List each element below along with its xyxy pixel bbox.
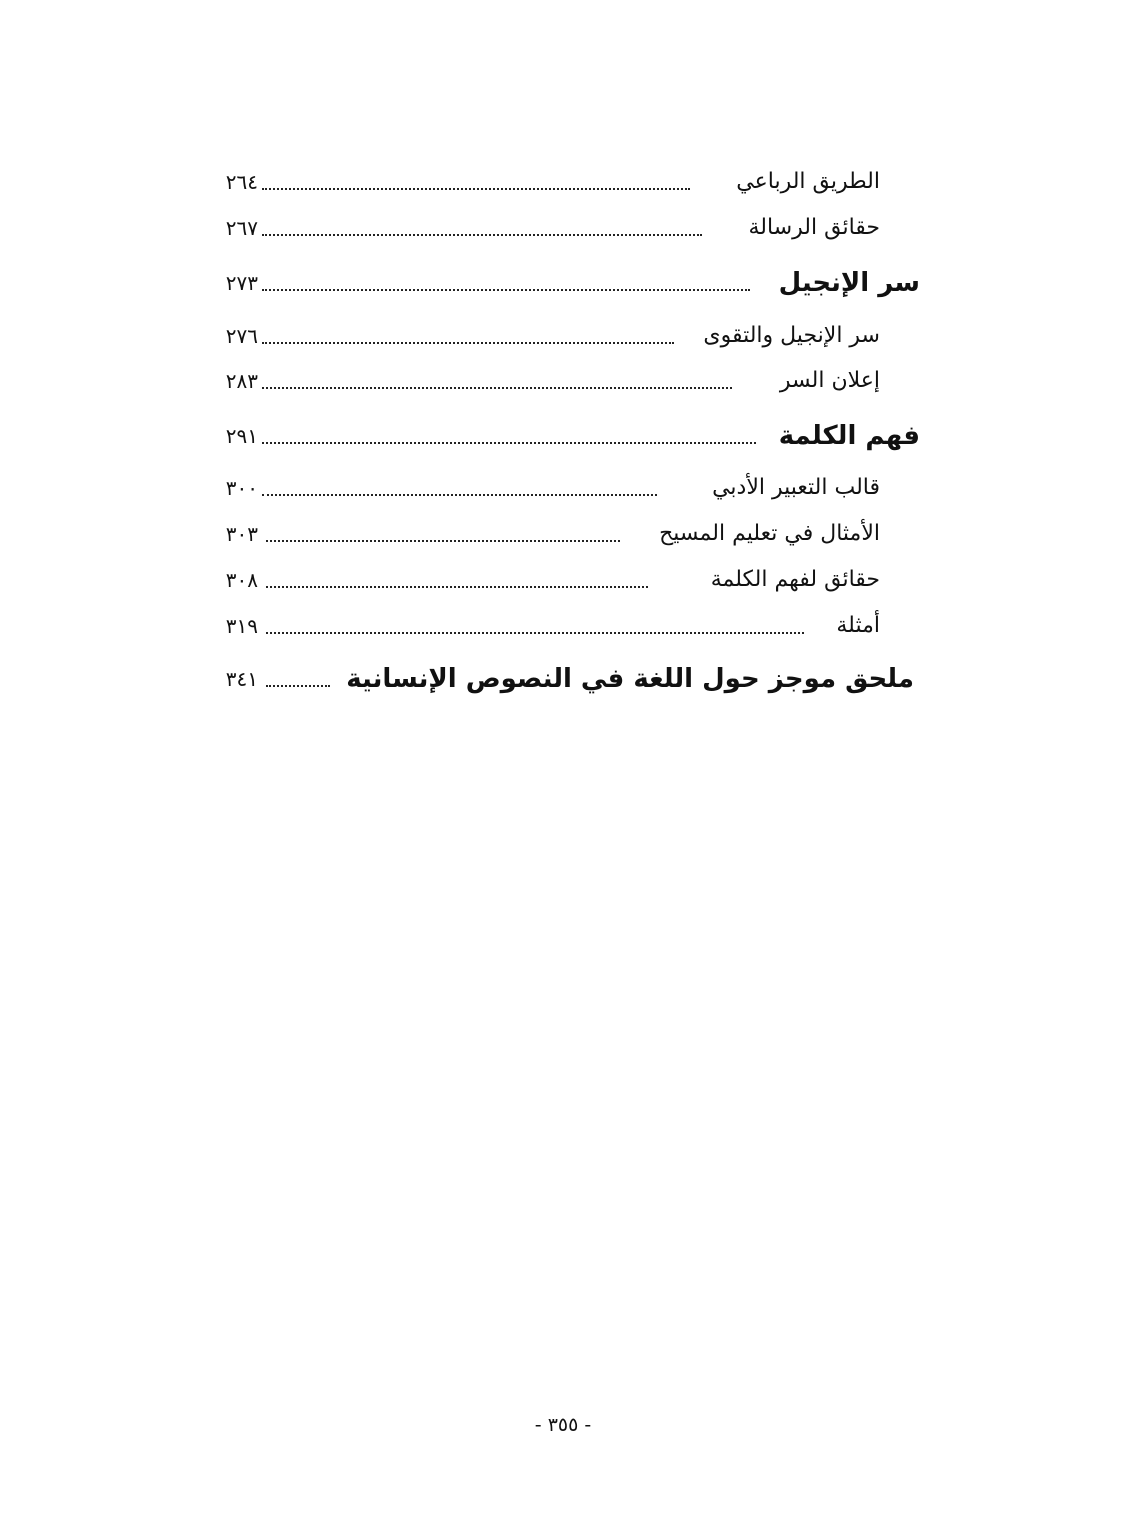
toc-entry-title: قالب التعبير الأدبي	[712, 475, 880, 500]
dot-leader	[262, 342, 674, 344]
toc-entry-page: ٢٧٦	[225, 324, 258, 348]
dot-leader	[266, 540, 620, 542]
toc-entry-page: ٢٦٤	[225, 170, 258, 194]
dot-leader	[262, 289, 750, 291]
toc-entry-page: ٢٦٧	[225, 216, 258, 240]
dot-leader	[262, 387, 732, 389]
toc-entry	[0, 159, 1126, 205]
toc-entry-page: ٣١٩	[225, 614, 258, 638]
toc-entry-page: ٣٤١	[225, 667, 258, 691]
toc-chapter	[0, 656, 1126, 702]
toc-entry	[0, 313, 1126, 359]
toc-entry-title: أمثلة	[836, 613, 880, 638]
toc-chapter-title: فهم الكلمة	[778, 421, 920, 451]
toc-entry-title: حقائق لفهم الكلمة	[710, 567, 880, 592]
toc-entry-page: ٢٨٣	[225, 369, 258, 393]
toc-chapter-title: سر الإنجيل	[778, 268, 920, 298]
toc-entry-title: إعلان السر	[779, 368, 880, 393]
dot-leader	[262, 442, 756, 444]
toc-entry-title: الأمثال في تعليم المسيح	[659, 521, 880, 546]
toc-entry	[0, 557, 1126, 603]
page-number: - ٣٥٥ -	[534, 1414, 592, 1436]
toc-entry	[0, 511, 1126, 557]
dot-leader	[266, 586, 648, 588]
toc-entry	[0, 358, 1126, 404]
toc-entry-title: الطريق الرباعي	[736, 169, 880, 194]
toc-chapter-title: ملحق موجز حول اللغة في النصوص الإنسانية	[346, 664, 914, 694]
dot-leader	[262, 494, 657, 496]
dot-leader	[266, 685, 330, 687]
dot-leader	[266, 632, 804, 634]
toc-entry-page: ٢٧٣	[225, 271, 258, 295]
toc-entry-title: سر الإنجيل والتقوى	[703, 323, 880, 348]
toc-entry	[0, 603, 1126, 649]
toc-entry-page: ٣٠٨	[225, 568, 258, 592]
toc-entry-page: ٣٠٠	[225, 476, 258, 500]
toc-entry-title: حقائق الرسالة	[748, 215, 880, 240]
table-of-contents	[0, 0, 1126, 760]
toc-entry	[0, 205, 1126, 251]
dot-leader	[262, 188, 690, 190]
toc-chapter	[0, 413, 1126, 459]
toc-chapter	[0, 260, 1126, 306]
dot-leader	[262, 234, 702, 236]
toc-entry-page: ٣٠٣	[225, 522, 258, 546]
toc-entry-page: ٢٩١	[225, 424, 258, 448]
toc-entry	[0, 465, 1126, 511]
